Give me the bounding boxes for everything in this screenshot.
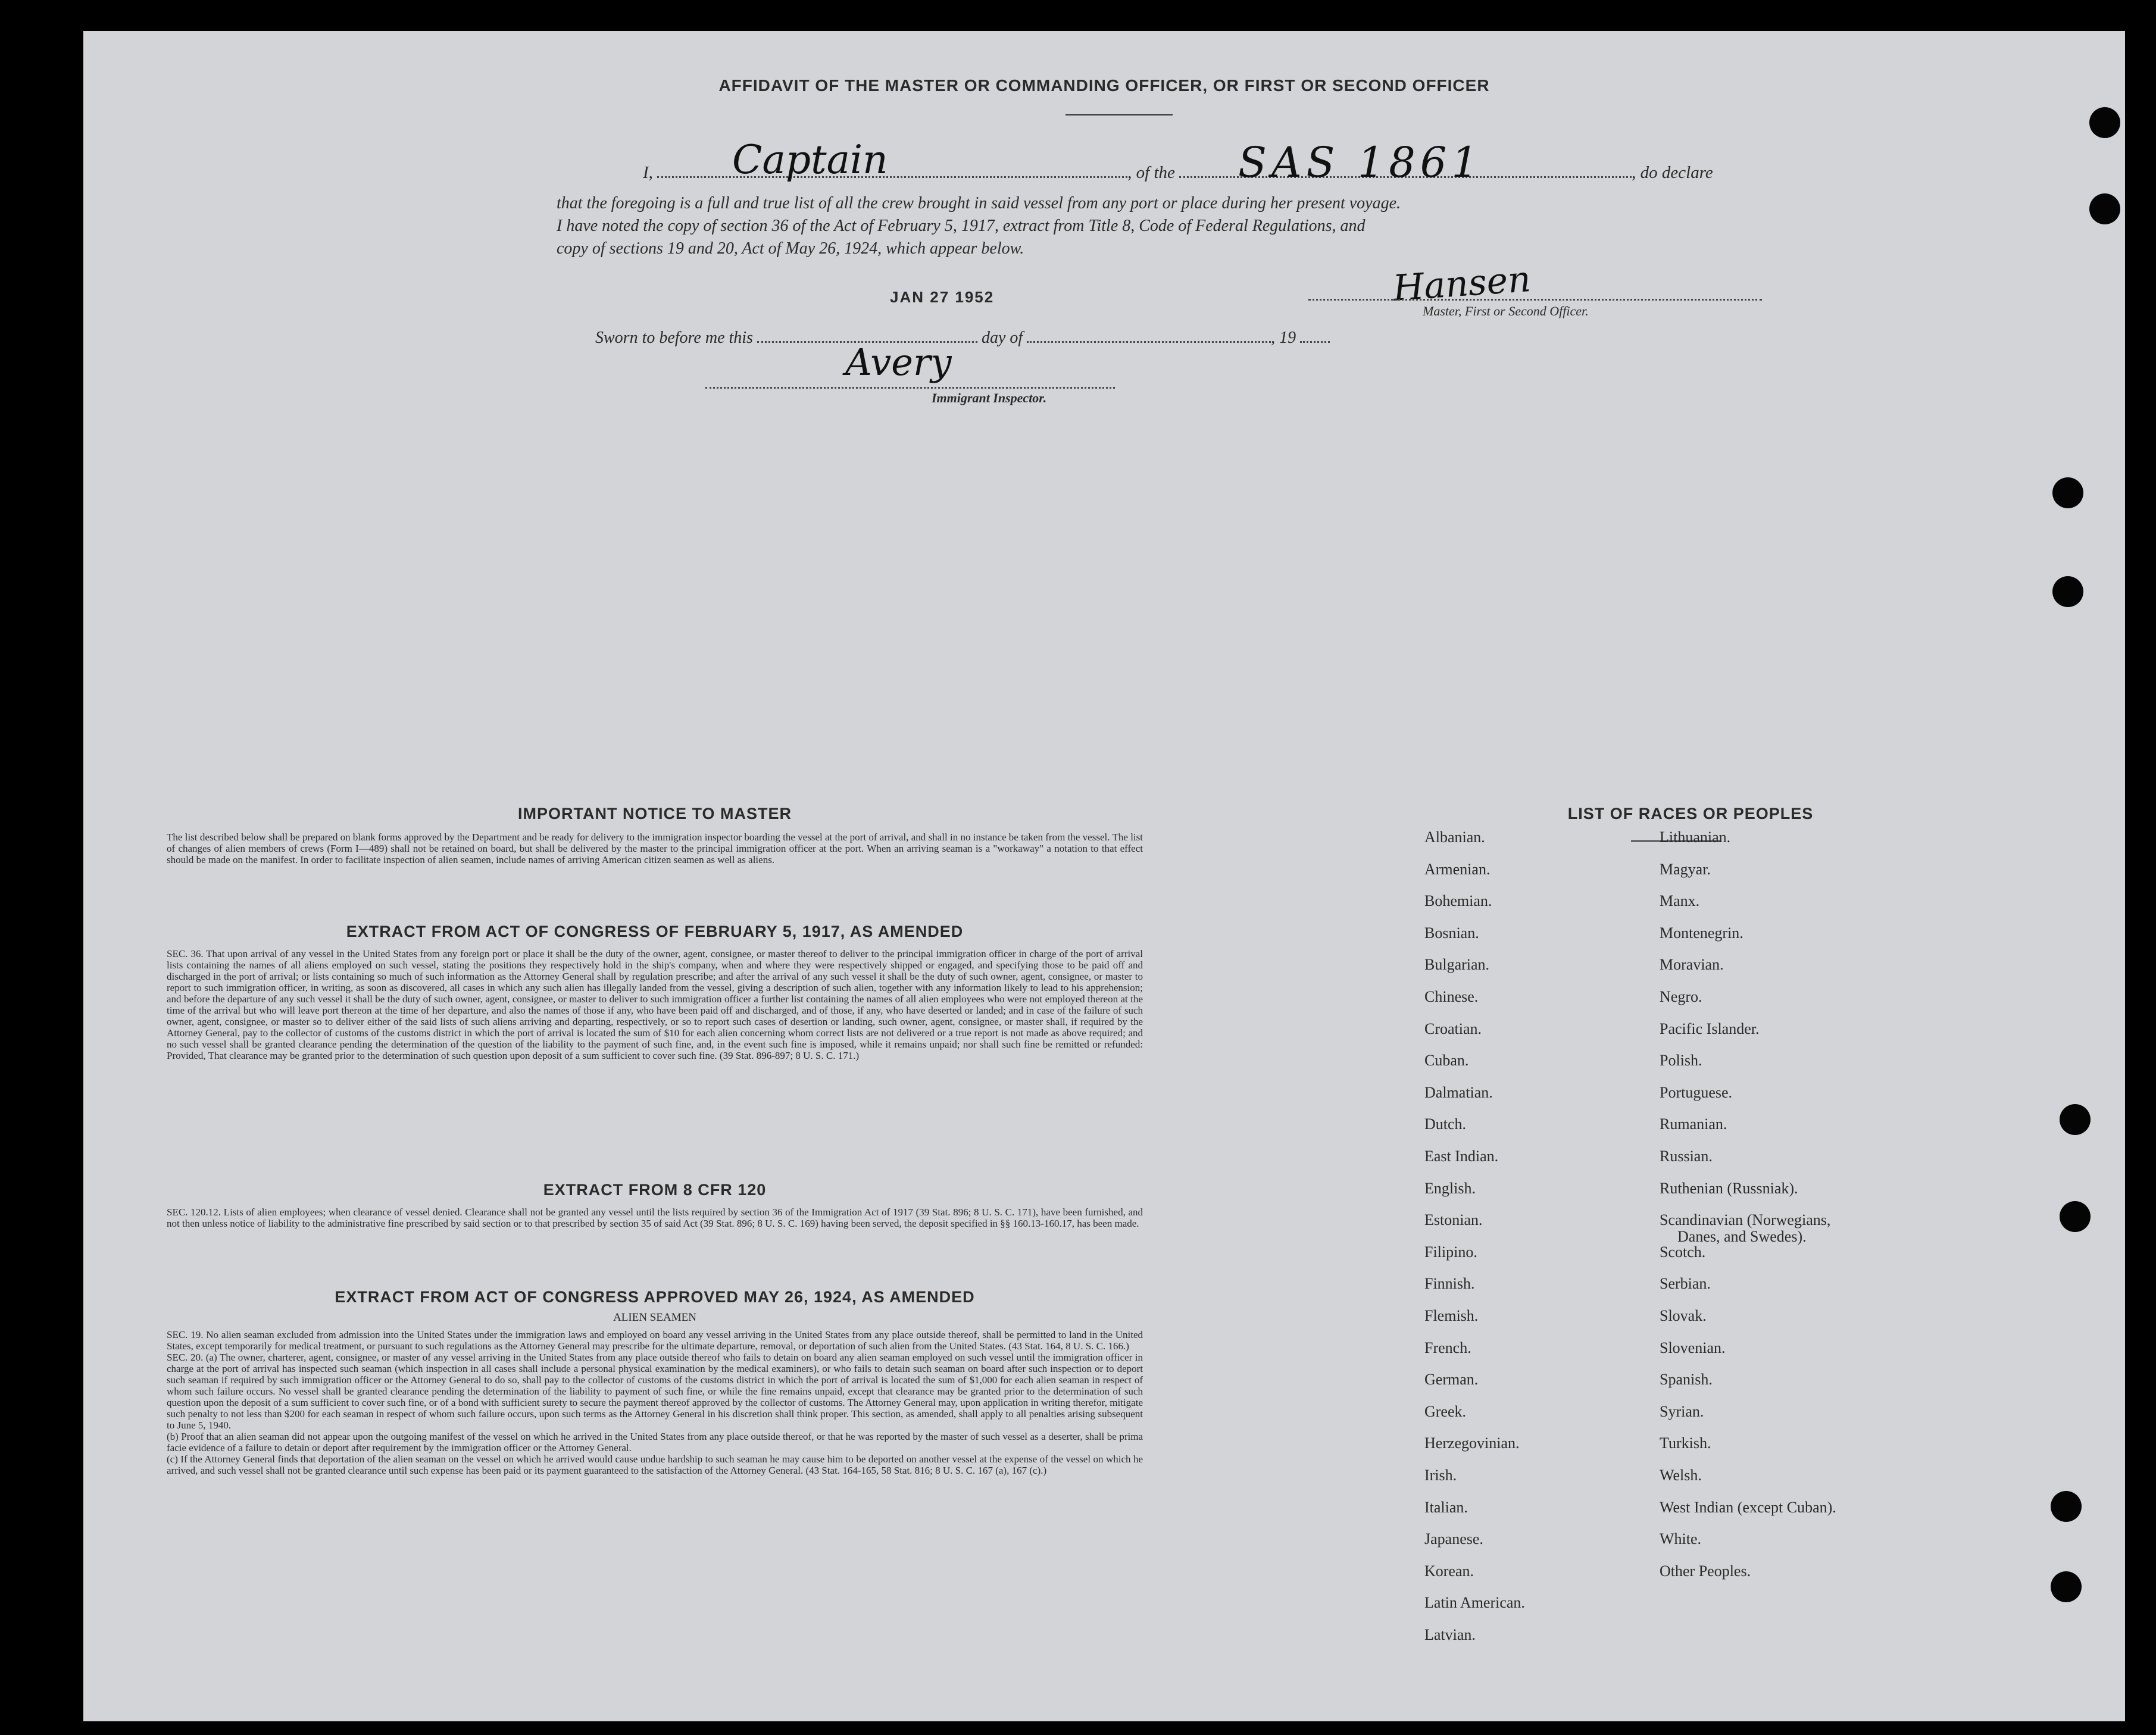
punch-hole — [2051, 1571, 2082, 1602]
name-blank — [657, 176, 1127, 178]
date-stamp: JAN 27 1952 — [890, 288, 995, 306]
extract-1917-section — [167, 923, 1143, 1061]
race-item: Herzegovinian. — [1424, 1434, 1520, 1452]
year-blank — [1300, 341, 1330, 343]
extract-cfr-title: EXTRACT FROM 8 CFR 120 — [543, 1181, 767, 1199]
race-item: Albanian. — [1424, 829, 1485, 846]
race-item: Cuban. — [1424, 1052, 1469, 1070]
punch-hole — [2052, 477, 2083, 508]
affidavit-title: AFFIDAVIT OF THE MASTER OR COMMANDING OFFICER, OR FIRST OR SECOND OFFICER — [718, 76, 1490, 95]
extract-cfr-section — [167, 1181, 1143, 1229]
sec-20c-text: (c) If the Attorney General finds that deportation of the alien seaman on the vessel on which he arrived would cause undue hardship to such seaman he may cause him to be deported on another vessel at the expense of the vessel on which he arrived, and such vessel shall not be granted clearance until such expense has been paid or its payment guaranteed to the satisfaction of the Attorney General. (43 Stat. 164-165, 58 Stat. 816; 8 U. S. C. 167 (a), 167 (c).) — [167, 1453, 1143, 1476]
race-item: Slovenian. — [1660, 1339, 1726, 1356]
race-item: Moravian. — [1660, 956, 1724, 974]
races-title: LIST OF RACES OR PEOPLES — [1567, 805, 1814, 823]
race-item: German. — [1424, 1371, 1479, 1389]
race-item: Negro. — [1660, 988, 1702, 1005]
declaration-line-3: I have noted the copy of section 36 of the Act of February 5, 1917, extract from Title 8, Code of Federal Regulations, and — [557, 217, 1366, 235]
race-item: Dutch. — [1424, 1115, 1467, 1133]
race-item: Bulgarian. — [1424, 956, 1490, 974]
race-item: Dalmatian. — [1424, 1083, 1493, 1101]
race-item: Armenian. — [1424, 860, 1491, 878]
race-item: Japanese. — [1424, 1530, 1483, 1548]
declaration-line-4: copy of sections 19 and 20, Act of May 26, 1924, which appear below. — [557, 239, 1024, 258]
race-item: Russian. — [1660, 1148, 1713, 1165]
handwritten-captain: Captain — [732, 137, 888, 183]
race-item: Latvian. — [1424, 1626, 1476, 1643]
punch-hole — [2089, 107, 2120, 138]
race-item: Serbian. — [1660, 1275, 1711, 1293]
of-the-label: , of the — [1127, 163, 1175, 182]
sworn-line — [595, 329, 1330, 348]
race-item: Latin American. — [1424, 1594, 1525, 1612]
race-item: French. — [1424, 1339, 1471, 1356]
race-item: Flemish. — [1424, 1307, 1479, 1324]
race-item: Bohemian. — [1424, 892, 1492, 910]
race-item: Danes, and Swedes). — [1677, 1228, 1807, 1246]
race-item: Italian. — [1424, 1498, 1468, 1516]
master-signature-line — [1308, 299, 1762, 301]
master-signature: Hansen — [1391, 258, 1532, 310]
punch-hole — [2051, 1491, 2082, 1522]
extract-1924-title: EXTRACT FROM ACT OF CONGRESS APPROVED MAY 26, 1924, AS AMENDED — [335, 1288, 975, 1306]
race-item: Syrian. — [1660, 1402, 1704, 1420]
race-item: West Indian (except Cuban). — [1660, 1498, 1836, 1516]
race-item: Scandinavian (Norwegians, — [1660, 1211, 1831, 1229]
sec-19-text: SEC. 19. No alien seaman excluded from admission into the United States under the immigration laws and employed on board any vessel arriving in the United States from any place outside thereof, shall be permitted to land in the United States, except temporarily for medical treatment, or pursuant to such regulations as the Attorney General may prescribe for the ultimate departure, removal, or deportation of such alien from the United States. (43 Stat. 164, 8 U. S. C. 166.) — [167, 1329, 1143, 1352]
race-item: Finnish. — [1424, 1275, 1475, 1293]
race-item: Ruthenian (Russniak). — [1660, 1179, 1798, 1197]
race-item: Croatian. — [1424, 1020, 1482, 1037]
race-item: Slovak. — [1660, 1307, 1707, 1324]
race-item: Chinese. — [1424, 988, 1479, 1005]
punch-hole — [2052, 576, 2083, 607]
race-item: Turkish. — [1660, 1434, 1711, 1452]
race-item: Filipino. — [1424, 1243, 1477, 1261]
sec-20b-text: (b) Proof that an alien seaman did not appear upon the outgoing manifest of the vessel on which he arrived in the United States from any place outside thereof, or that he was reported by the master of such vessel as a deserter, shall be prima facie evidence of a failure to detain or deport after requirement by the immigration officer or the Attorney General. — [167, 1431, 1143, 1453]
extract-1924-section — [167, 1288, 1143, 1476]
race-item: Welsh. — [1660, 1467, 1702, 1484]
notice-section — [167, 805, 1143, 865]
inspector-signature: Avery — [845, 340, 952, 384]
race-item: English. — [1424, 1179, 1476, 1197]
extract-1917-text: SEC. 36. That upon arrival of any vessel in the United States from any foreign port or place it shall be the duty of the owner, agent, consignee, or master thereof to deliver to the principal immigration officer in charge of the port of arrival lists containing the names of all aliens employed on such vessel, stating the positions they respectively hold in the ship's company, when and where they were respectively shipped or engaged, and specifying those to be paid off and discharged in the port of arrival; or lists containing so much of such information as the Attorney General shall by regulation prescribe; and after the arrival of any such vessel it shall be the duty of such owner, agent, consignee, or master to report to such immigration officer, in writing, as soon as discovered, all cases in which any such alien has illegally landed from the vessel, giving a description of such alien, together with any information likely to lead to his apprehension; and before the departure of any such vessel it shall be the duty of such owner, agent, consignee, or master to deliver to such immigration officer a further list containing the names of all alien employees who were not employed thereon at the time of the arrival but who will leave port thereon at the time of her departure, and also the names of those if any, who have been paid off and discharged, and of those, if any, who have deserted or landed; and in case of the failure of such owner, agent, consignee, or master so to deliver either of the said lists of such aliens arriving and departing, respectively, or so to report such cases of desertion or landing, such owner, agent, consignee, or master shall, if required by the Attorney General, pay to the collector of customs of the customs district in which the port of arrival is located the sum of $10 for each alien concerning whom correct lists are not delivered or a true report is not made as above required; and no such vessel shall be granted clearance pending the determination of the question of the liability to the payment of such fine, and, in the event such fine is imposed, while it remains unpaid; nor shall such fine be remitted or refunded: Provided, That clearance may be granted prior to the determination of such question upon deposit of a sum sufficient to cover such fine. (39 Stat. 896-897; 8 U. S. C. 171.) — [167, 948, 1143, 1061]
do-declare-label: , do declare — [1632, 163, 1713, 182]
sworn-month-blank — [1027, 341, 1271, 343]
race-item: Korean. — [1424, 1562, 1474, 1580]
handwritten-vessel: SAS 1861 — [1238, 138, 1483, 187]
race-item: Greek. — [1424, 1402, 1467, 1420]
punch-hole — [2089, 193, 2120, 224]
declaration-line-2: that the foregoing is a full and true list of all the crew brought in said vessel from any port or place during her present voyage. — [557, 194, 1401, 212]
title-rule — [1065, 114, 1173, 115]
race-item: Montenegrin. — [1660, 924, 1743, 942]
race-item: White. — [1660, 1530, 1702, 1548]
extract-cfr-text: SEC. 120.12. Lists of alien employees; when clearance of vessel denied. Clearance shall not be granted any vessel until the lists required by section 36 of the Immigration Act of 1917 (39 Stat. 896; 8 U. S. C. 171), have been furnished, and not then unless notice of liability to the administrative fine prescribed by said section or to that prescribed by section 35 of said Act (39 Stat. 896; 8 U. S. C. 169) having been served, the deposit specified in §§ 160.13-160.17, has been made. — [167, 1206, 1143, 1229]
notice-title: IMPORTANT NOTICE TO MASTER — [518, 805, 792, 823]
race-item: Spanish. — [1660, 1371, 1713, 1389]
year-label: , 19 — [1271, 329, 1296, 347]
sec-20a-text: SEC. 20. (a) The owner, charterer, agent, consignee, or master of any vessel arriving in the United States from any place outside thereof who fails to detain on board any alien seaman employed on such vessel until the immigration officer in charge at the port of arrival has inspected such seaman (which inspection in all cases shall include a personal physical examination by the medical examiners), or who fails to detain such seaman on board after such inspection or to deport such seaman if required by such immigration officer or the Attorney General to do so, shall pay to the collector of customs of the customs district in which the port of arrival is located the sum of $1,000 for each alien seaman in respect of whom such failure occurs. No vessel shall be granted clearance pending the determination of the liability to payment of such fine, or while the fine remains unpaid, except that clearance may be granted prior to the determination of such question upon the deposit of a sum sufficient to cover such fine, or of a bond with sufficient surety to secure the payment thereof approved by the collector of customs. The Attorney General may, upon application in writing therefor, mitigate such penalty to not less than $200 for each seaman in respect of whom such failure occurs, upon such terms as the Attorney General in his discretion shall think proper. This section, as amended, shall apply to all penalties arising subsequent to June 5, 1940. — [167, 1352, 1143, 1431]
race-item: East Indian. — [1424, 1148, 1499, 1165]
race-item: Bosnian. — [1424, 924, 1479, 942]
race-item: Lithuanian. — [1660, 829, 1731, 846]
inspector-signature-line — [705, 387, 1115, 389]
punch-hole — [2060, 1104, 2091, 1135]
pronoun-i: I, — [643, 163, 653, 182]
race-item: Pacific Islander. — [1660, 1020, 1760, 1037]
extract-1917-title: EXTRACT FROM ACT OF CONGRESS OF FEBRUARY 5, 1917, AS AMENDED — [346, 923, 964, 940]
master-label: Master, First or Second Officer. — [1423, 304, 1589, 318]
notice-text: The list described below shall be prepared on blank forms approved by the Department and be ready for delivery to the immigration inspector boarding the vessel at the port of arrival, and shall in no instance be taken from the vessel. The list of changes of alien members of crews (Form I—489) shall not be retained on board, but shall be delivered by the master to the principal immigration officer at the port. When an arriving seaman is a "workaway" a notation to that effect should be made on the manifest. In order to facilitate inspection of alien seamen, include names of arriving American citizen seamen as well as aliens. — [167, 831, 1143, 865]
race-item: Rumanian. — [1660, 1115, 1727, 1133]
sworn-label: Sworn to before me this — [595, 329, 753, 347]
inspector-label: Immigrant Inspector. — [932, 390, 1047, 405]
race-item: Manx. — [1660, 892, 1700, 910]
document-page — [83, 31, 2125, 1721]
race-item: Estonian. — [1424, 1211, 1483, 1229]
race-item: Irish. — [1424, 1467, 1457, 1484]
punch-hole — [2060, 1201, 2091, 1232]
day-of-label: day of — [981, 329, 1023, 347]
extract-1924-subtitle: ALIEN SEAMEN — [613, 1311, 696, 1324]
race-item: Polish. — [1660, 1052, 1702, 1070]
race-item: Scotch. — [1660, 1243, 1706, 1261]
race-item: Portuguese. — [1660, 1083, 1733, 1101]
race-item: Magyar. — [1660, 860, 1711, 878]
race-item: Other Peoples. — [1660, 1562, 1751, 1580]
